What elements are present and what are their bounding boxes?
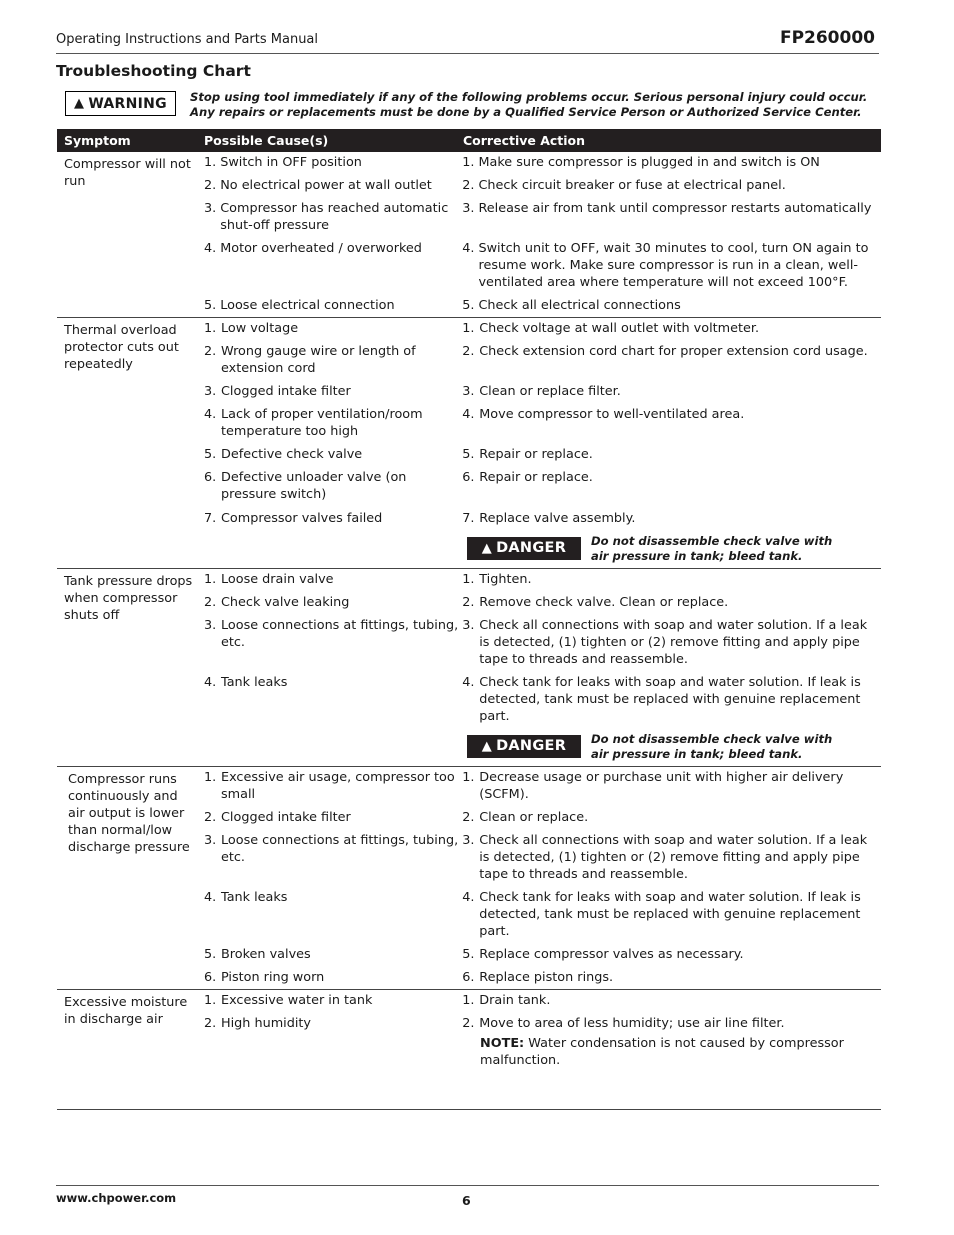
cause-text: No electrical power at wall outlet — [220, 178, 432, 193]
action-number: 6. — [462, 470, 475, 485]
cause-text: Tank leaks — [221, 675, 288, 690]
cause-number: 1. — [204, 321, 217, 336]
action-text: Switch unit to OFF, wait 30 minutes to cool, turn ON again to resume work. Make sure compressor is run in a clean, well-ventilated area where temperature will not exceed 100°F. — [478, 241, 869, 290]
danger-line-1: Do not disassemble check valve with — [591, 533, 833, 548]
cause-text: Excessive water in tank — [221, 993, 373, 1008]
action-text: Check all connections with soap and water solution. If a leak is detected, (1) tighten or (2) remove fitting and apply pipe tape to threads and reassemble. — [479, 833, 868, 882]
cause-number: 2. — [204, 595, 217, 610]
cause-text: Excessive air usage, compressor too small — [221, 770, 455, 802]
action-text: Check all connections with soap and water solution. If a leak is detected, (1) tighten or (2) remove fitting and apply pipe tape to threads and reassemble. — [479, 618, 868, 667]
action-cell — [462, 200, 881, 234]
table-row — [57, 383, 881, 400]
table-row — [57, 469, 881, 503]
symptom-cell: Thermal overload protector cuts out repeatedly — [64, 323, 179, 372]
action-cell — [462, 240, 881, 291]
action-number: 2. — [462, 178, 475, 193]
danger-line-1: Do not disassemble check valve with — [591, 731, 833, 746]
table-row — [57, 946, 881, 963]
header-symptom: Symptom — [64, 133, 131, 148]
action-text: Replace compressor valves as necessary. — [479, 947, 744, 962]
action-number: 3. — [462, 833, 475, 848]
cause-cell — [204, 889, 459, 940]
action-text: Clean or replace. — [479, 810, 589, 825]
cause-number: 5. — [204, 298, 217, 313]
table-group — [57, 990, 881, 1110]
table-group — [57, 569, 881, 767]
action-cell — [462, 889, 881, 940]
warning-line-2: Any repairs or replacements must be done by a Qualified Service Person or Authorized Service Center. — [190, 105, 862, 119]
cause-text: Lack of proper ventilation/room temperature too high — [221, 407, 423, 439]
action-number: 3. — [462, 618, 475, 633]
cause-cell — [204, 383, 459, 400]
cause-number: 3. — [204, 201, 217, 216]
cause-cell — [204, 200, 459, 234]
danger-notice — [467, 530, 881, 567]
cause-text: Check valve leaking — [221, 595, 350, 610]
action-text: Make sure compressor is plugged in and switch is ON — [478, 155, 820, 170]
table-row — [57, 969, 881, 986]
danger-badge — [467, 537, 581, 560]
cause-text: Low voltage — [221, 321, 299, 336]
cause-text: Loose drain valve — [221, 572, 334, 587]
cause-number: 4. — [204, 241, 217, 256]
cause-text: Piston ring worn — [221, 970, 325, 985]
danger-triangle-icon: ▲ — [481, 739, 493, 754]
table-header — [57, 129, 881, 152]
cause-number: 3. — [204, 833, 217, 848]
action-number: 2. — [462, 344, 475, 359]
cause-number: 4. — [204, 675, 217, 690]
action-number: 3. — [462, 201, 475, 216]
cause-text: Defective check valve — [221, 447, 363, 462]
cause-cell — [204, 177, 459, 194]
danger-text — [591, 732, 851, 762]
action-cell — [462, 769, 881, 803]
danger-triangle-icon: ▲ — [481, 541, 493, 556]
action-text: Check circuit breaker or fuse at electrical panel. — [478, 178, 786, 193]
action-number: 4. — [462, 675, 475, 690]
table-row — [57, 446, 881, 463]
action-text: Repair or replace. — [479, 470, 593, 485]
action-text: Clean or replace filter. — [479, 384, 621, 399]
cause-number: 5. — [204, 447, 217, 462]
action-cell — [462, 320, 881, 337]
cause-text: Loose electrical connection — [220, 298, 395, 313]
action-cell — [462, 946, 881, 963]
action-number: 4. — [462, 241, 475, 256]
table-row — [57, 297, 881, 314]
cause-number: 4. — [204, 890, 217, 905]
action-number: 3. — [462, 384, 475, 399]
symptom-cell: Compressor will not run — [64, 157, 191, 189]
cause-number: 2. — [204, 810, 217, 825]
cause-text: Loose connections at fittings, tubing, etc. — [221, 833, 459, 865]
action-number: 7. — [462, 511, 475, 526]
action-cell — [462, 969, 881, 986]
action-cell — [462, 154, 881, 171]
cause-text: Wrong gauge wire or length of extension cord — [221, 344, 416, 376]
cause-cell — [204, 769, 459, 803]
cause-number: 2. — [204, 344, 217, 359]
cause-cell — [204, 320, 459, 337]
symptom-cell: Excessive moisture in discharge air — [64, 995, 188, 1027]
action-cell — [462, 406, 881, 440]
cause-cell — [204, 469, 459, 503]
cause-text: High humidity — [221, 1016, 311, 1031]
action-cell — [462, 177, 881, 194]
action-number: 2. — [462, 595, 475, 610]
action-number: 1. — [462, 993, 475, 1008]
action-text: Drain tank. — [479, 993, 551, 1008]
cause-cell — [204, 617, 459, 668]
troubleshooting-table — [57, 152, 881, 1110]
action-text: Move compressor to well-ventilated area. — [479, 407, 745, 422]
action-number: 1. — [462, 155, 475, 170]
manual-title: Operating Instructions and Parts Manual — [56, 32, 319, 47]
danger-line-2: air pressure in tank; bleed tank. — [591, 548, 803, 563]
cause-text: Defective unloader valve (on pressure switch) — [221, 470, 407, 502]
danger-text — [591, 534, 851, 564]
table-group — [57, 318, 881, 569]
action-text: Check all electrical connections — [478, 298, 681, 313]
action-text: Remove check valve. Clean or replace. — [479, 595, 729, 610]
cause-number: 6. — [204, 970, 217, 985]
action-number: 1. — [462, 321, 475, 336]
header-action: Corrective Action — [463, 133, 586, 148]
danger-line-2: air pressure in tank; bleed tank. — [591, 746, 803, 761]
cause-cell — [204, 406, 459, 440]
cause-text: Switch in OFF position — [220, 155, 362, 170]
action-cell — [462, 1015, 881, 1032]
warning-badge — [65, 91, 176, 116]
action-text: Check tank for leaks with soap and water solution. If leak is detected, tank must be replaced with genuine replacement part. — [479, 675, 861, 724]
table-row — [57, 510, 881, 527]
action-cell — [462, 297, 881, 314]
cause-cell — [204, 510, 459, 527]
cause-number: 1. — [204, 155, 217, 170]
cause-number: 3. — [204, 618, 217, 633]
cause-number: 6. — [204, 470, 217, 485]
action-cell — [462, 809, 881, 826]
cause-number: 1. — [204, 993, 217, 1008]
action-text: Release air from tank until compressor restarts automatically — [478, 201, 872, 216]
page-number: 6 — [462, 1193, 471, 1208]
action-cell — [462, 383, 881, 400]
cause-text: Compressor has reached automatic shut-off pressure — [220, 201, 449, 233]
cause-number: 5. — [204, 947, 217, 962]
page-header — [56, 28, 879, 54]
action-number: 5. — [462, 447, 475, 462]
action-number: 4. — [462, 890, 475, 905]
danger-label: DANGER — [496, 738, 567, 754]
warning-triangle-icon: ▲ — [74, 96, 85, 111]
action-cell — [462, 992, 881, 1009]
action-text: Decrease usage or purchase unit with higher air delivery (SCFM). — [479, 770, 844, 802]
cause-text: Clogged intake filter — [221, 384, 351, 399]
action-number: 4. — [462, 407, 475, 422]
table-row — [57, 674, 881, 725]
section-title: Troubleshooting Chart — [56, 62, 251, 80]
table-row — [57, 406, 881, 440]
action-number: 5. — [462, 947, 475, 962]
cause-number: 3. — [204, 384, 217, 399]
warning-label: WARNING — [88, 95, 167, 112]
table-row — [57, 240, 881, 291]
action-text: Replace piston rings. — [479, 970, 614, 985]
cause-cell — [204, 832, 459, 883]
cause-number: 4. — [204, 407, 217, 422]
cause-cell — [204, 571, 459, 588]
action-text: Check tank for leaks with soap and water solution. If leak is detected, tank must be replaced with genuine replacement part. — [479, 890, 861, 939]
action-number: 6. — [462, 970, 475, 985]
action-cell — [462, 469, 881, 503]
note-body: Water condensation is not caused by compressor malfunction. — [480, 1036, 844, 1068]
action-number: 2. — [462, 1016, 475, 1031]
action-cell — [462, 571, 881, 588]
action-number: 1. — [462, 572, 475, 587]
action-cell — [462, 510, 881, 527]
cause-text: Broken valves — [221, 947, 311, 962]
action-number: 2. — [462, 810, 475, 825]
cause-cell — [204, 343, 459, 377]
danger-notice — [467, 728, 881, 765]
action-text: Check voltage at wall outlet with voltmeter. — [479, 321, 760, 336]
cause-cell — [204, 992, 459, 1009]
cause-cell — [204, 154, 459, 171]
danger-label: DANGER — [496, 540, 567, 556]
note-text — [480, 1035, 881, 1069]
danger-badge — [467, 735, 581, 758]
table-group — [57, 152, 881, 318]
table-group — [57, 767, 881, 990]
action-cell — [462, 617, 881, 668]
model-number: FP260000 — [779, 28, 875, 48]
cause-text: Compressor valves failed — [221, 511, 383, 526]
table-row — [57, 200, 881, 234]
action-cell — [462, 674, 881, 725]
header-cause: Possible Cause(s) — [204, 133, 329, 148]
cause-cell — [204, 594, 459, 611]
cause-text: Loose connections at fittings, tubing, etc. — [221, 618, 459, 650]
cause-number: 7. — [204, 511, 217, 526]
cause-text: Clogged intake filter — [221, 810, 351, 825]
action-text: Replace valve assembly. — [479, 511, 636, 526]
table-row — [57, 617, 881, 668]
action-text: Repair or replace. — [479, 447, 593, 462]
page-footer — [56, 1185, 879, 1208]
action-text: Move to area of less humidity; use air line filter. — [479, 1016, 785, 1031]
cause-number: 1. — [204, 572, 217, 587]
warning-text — [190, 90, 880, 120]
symptom-cell: Tank pressure drops when compressor shuts off — [64, 574, 193, 623]
cause-cell — [204, 674, 459, 725]
action-cell — [462, 594, 881, 611]
cause-cell — [204, 946, 459, 963]
cause-text: Motor overheated / overworked — [220, 241, 422, 256]
website-url: www.chpower.com — [56, 1191, 177, 1205]
cause-number: 1. — [204, 770, 217, 785]
symptom-cell: Compressor runs continuously and air output is lower than normal/low discharge pressure — [68, 772, 190, 855]
cause-cell — [204, 446, 459, 463]
cause-text: Tank leaks — [221, 890, 288, 905]
action-text: Check extension cord chart for proper extension cord usage. — [479, 344, 868, 359]
action-number: 5. — [462, 298, 475, 313]
cause-cell — [204, 297, 459, 314]
action-cell — [462, 446, 881, 463]
warning-line-1: Stop using tool immediately if any of the following problems occur. Serious personal injury could occur. — [190, 90, 868, 104]
table-row — [57, 889, 881, 940]
cause-cell — [204, 1015, 459, 1032]
cause-number: 2. — [204, 178, 217, 193]
cause-cell — [204, 969, 459, 986]
cause-cell — [204, 240, 459, 291]
action-cell — [462, 832, 881, 883]
action-cell — [462, 343, 881, 377]
action-number: 1. — [462, 770, 475, 785]
cause-number: 2. — [204, 1016, 217, 1031]
cause-cell — [204, 809, 459, 826]
action-text: Tighten. — [479, 572, 532, 587]
note-label: NOTE: — [480, 1036, 525, 1051]
